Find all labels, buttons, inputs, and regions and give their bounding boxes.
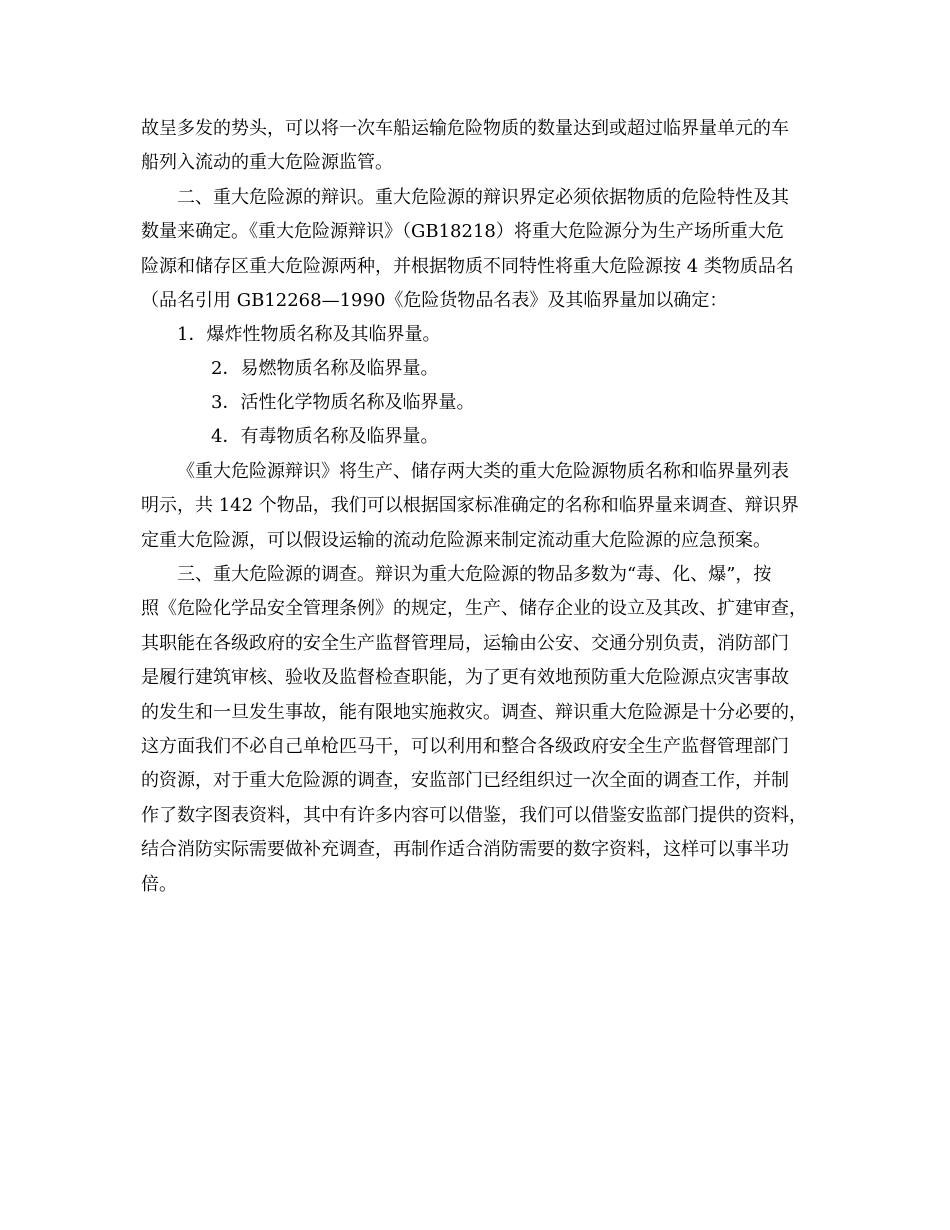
text-line: 照《危险化学品安全管理条例》的规定，生产、储存企业的设立及其改、扩建审查， [141, 598, 807, 619]
list-item: 4．有毒物质名称及临界量。 [211, 426, 439, 447]
paragraph-heading-line: 三、重大危险源的调查。辩识为重大危险源的物品多数为“毒、化、爆”，按 [177, 564, 772, 585]
text-line: 的资源，对于重大危险源的调查，安监部门已经组织过一次全面的调查工作，并制 [141, 770, 789, 791]
text-line: 结合消防实际需要做补充调查，再制作适合消防需要的数字资料，这样可以事半功 [141, 839, 789, 860]
paragraph-heading-line: 二、重大危险源的辩识。重大危险源的辩识界定必须依据物质的危险特性及其 [177, 187, 789, 208]
text-line: 其职能在各级政府的安全生产监督管理局，运输由公安、交通分别负责，消防部门 [141, 633, 789, 654]
text-line: 险源和储存区重大危险源两种，并根据物质不同特性将重大危险源按 4 类物质品名 [141, 256, 794, 277]
text-line: 这方面我们不必自己单枪匹马干，可以利用和整合各级政府安全生产监督管理部门 [141, 736, 789, 757]
text-line: 《重大危险源辩识》将生产、储存两大类的重大危险源物质名称和临界量列表 [177, 461, 789, 482]
text-line: 数量来确定。《重大危险源辩识》（GB18218）将重大危险源分为生产场所重大危 [141, 221, 784, 242]
text-line: 的发生和一旦发生事故，能有限地实施救灾。调查、辩识重大危险源是十分必要的， [141, 702, 807, 723]
list-item: 3．活性化学物质名称及临界量。 [211, 392, 475, 413]
text-line: 船列入流动的重大危险源监管。 [141, 152, 393, 173]
text-line: 定重大危险源，可以假设运输的流动危险源来制定流动重大危险源的应急预案。 [141, 530, 771, 551]
text-line: 明示，共 142 个物品，我们可以根据国家标准确定的名称和临界量来调查、辩识界 [141, 495, 799, 516]
list-item: 2．易燃物质名称及临界量。 [211, 358, 439, 379]
text-line: 是履行建筑审核、验收及监督检查职能，为了更有效地预防重大危险源点灾害事故 [141, 667, 789, 688]
list-item: 1．爆炸性物质名称及其临界量。 [177, 324, 441, 345]
text-line: 倍。 [141, 874, 177, 895]
text-line: 作了数字图表资料，其中有许多内容可以借鉴，我们可以借鉴安监部门提供的资料， [141, 805, 807, 826]
text-line: （品名引用 GB12268—1990《危险货物品名表》及其临界量加以确定： [141, 290, 728, 311]
text-line: 故呈多发的势头，可以将一次车船运输危险物质的数量达到或超过临界量单元的车 [141, 118, 789, 139]
